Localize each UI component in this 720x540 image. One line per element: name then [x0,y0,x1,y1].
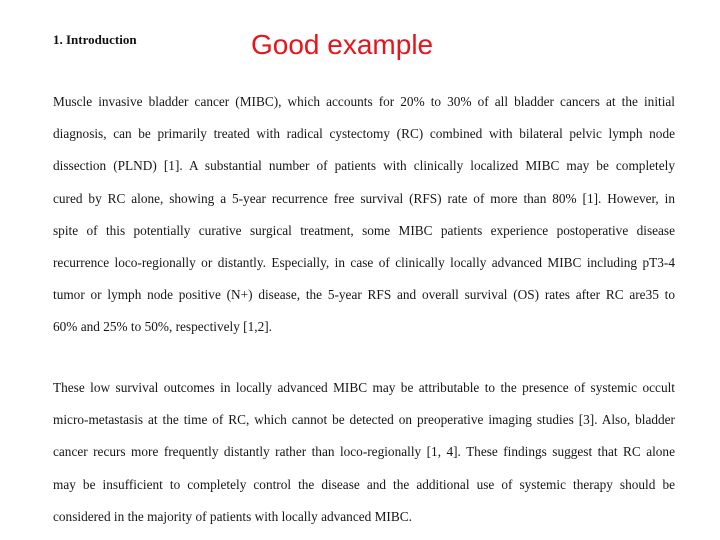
section-heading: 1. Introduction [53,32,137,47]
paragraph-line: These low survival outcomes in locally advanced MIBC may be attributable to the presence of systemic occult [53,380,675,395]
paragraph-line: diagnosis, can be primarily treated with radical cystectomy (RC) combined with bilateral pelvic lymph node [53,126,675,142]
paragraph-line: recurrence loco-regionally or distantly. Especially, in case of clinically locally advanced MIBC including pT3-4 [53,254,675,270]
paragraph-line: spite of this potentially curative surgical treatment, some MIBC patients experience postoperative disease [53,222,675,238]
paragraph-line: 60% and 25% to 50%, respectively [1,2]. [53,319,272,335]
paragraph-line: may be insufficient to completely control the disease and the additional use of systemic therapy should be [53,476,675,492]
paragraph-line: considered in the majority of patients with locally advanced MIBC. [53,508,412,524]
good-example-annotation: Good example [251,29,434,60]
paragraph-line: Muscle invasive bladder cancer (MIBC), which accounts for 20% to 30% of all bladder cancers at the initial [53,94,675,109]
paragraph-1 [53,92,675,350]
paragraph-line: cancer recurs more frequently distantly rather than loco-regionally [1, 4]. These findings suggest that RC alone [53,444,675,460]
paragraph-line: cured by RC alone, showing a 5-year recurrence free survival (RFS) rate of more than 80% [1]. However, in [53,190,675,206]
paragraph-line: dissection (PLND) [1]. A substantial number of patients with clinically localized MIBC may be completely [53,158,675,174]
paragraph-2 [53,378,675,539]
paragraph-line: micro-metastasis at the time of RC, which cannot be detected on preoperative imaging studies [3]. Also, bladder [53,412,675,428]
paragraph-line: tumor or lymph node positive (N+) disease, the 5-year RFS and overall survival (OS) rates after RC are35 to [53,287,675,303]
